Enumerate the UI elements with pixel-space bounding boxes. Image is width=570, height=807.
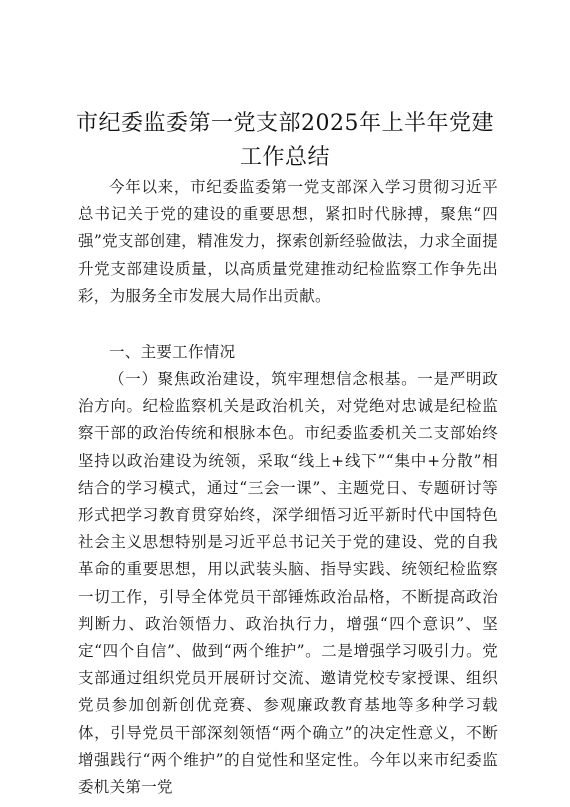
- document-title-line-1: 市纪委监委第一党支部2025年上半年党建: [76, 111, 494, 136]
- intro-paragraph: 今年以来，市纪委监委第一党支部深入学习贯彻习近平总书记关于党的建设的重要思想，紧扣时代脉搏，聚焦“四强”党支部创建，精准发力，探索创新经验做法，力求全面提升党支部建设质量，以高质量党建推动纪检监察工作争先出彩，为服务全市发展大局作出贡献。: [78, 178, 498, 305]
- document-title-line-2: 工作总结: [239, 145, 330, 170]
- section1-paragraph-1: （一）聚焦政治建设，筑牢理想信念根基。一是严明政治方向。纪检监察机关是政治机关，对党绝对忠诚是纪检监察干部的政治传统和根脉本色。市纪委监委机关二支部始终坚持以政治建设为统领，采取“线上+线下”“集中+分散”相结合的学习模式，通过“三会一课”、主题党日、专题研讨等形式把学习教育贯穿始终，深学细悟习近平新时代中国特色社会主义思想特别是习近平总书记关于党的建设、党的自我革命的重要思想，用以武装头脑、指导实践、统领纪检监察一切工作，引导全体党员干部锤炼政治品格，不断提高政治判断力、政治领悟力、政治执行力，增强“四个意识”、坚定“四个自信”、做到“两个维护”。二是增强学习吸引力。党支部通过组织党员开展研讨交流、邀请党校专家授课、组织党员参加创新创优竞赛、参观廉政教育基地等多种学习载体，引导党员干部深刻领悟“两个确立”的决定性意义，不断增强践行“两个维护”的自觉性和坚定性。今年以来市纪委监委机关第一党: [78, 370, 498, 797]
- section-heading-main-work: 一、主要工作情况: [109, 343, 236, 361]
